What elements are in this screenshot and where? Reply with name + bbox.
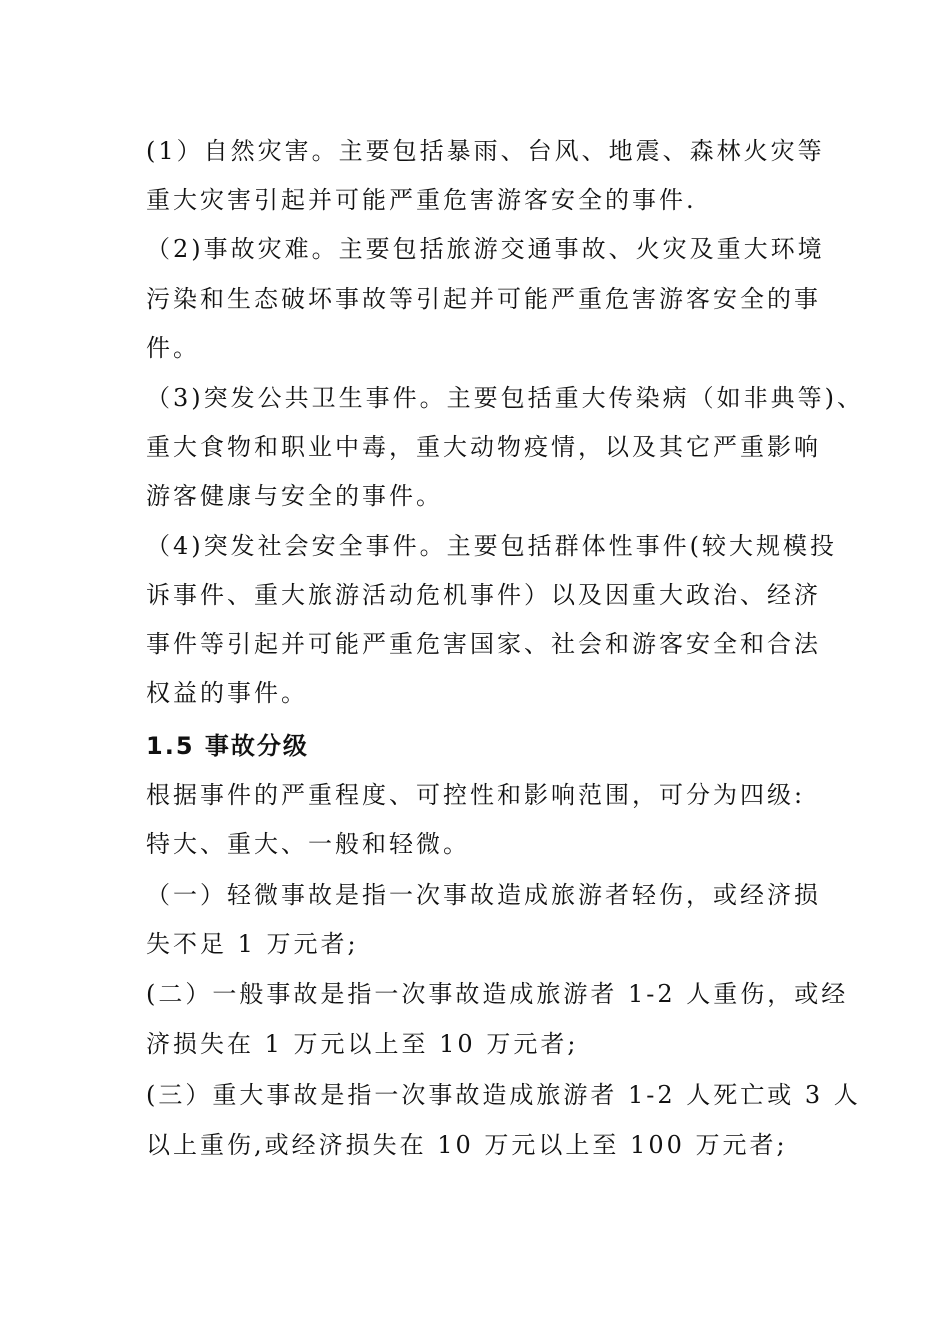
text-line: 重大食物和职业中毒，重大动物疫情，以及其它严重影响 — [146, 433, 821, 461]
text-line: 济损失在 1 万元以上至 10 万元者; — [146, 1030, 579, 1058]
text-line: （一）轻微事故是指一次事故造成旅游者轻伤，或经济损 — [146, 881, 821, 909]
text-line: (三）重大事故是指一次事故造成旅游者 1-2 人死亡或 3 人 — [146, 1081, 861, 1109]
text-line: 件。 — [146, 334, 200, 362]
text-line: 权益的事件。 — [146, 679, 308, 707]
text-line: (二）一般事故是指一次事故造成旅游者 1-2 人重伤，或经 — [146, 980, 849, 1008]
text-line: 根据事件的严重程度、可控性和影响范围，可分为四级: — [146, 781, 806, 809]
text-line: 失不足 1 万元者; — [146, 930, 359, 958]
text-line: （4)突发社会安全事件。主要包括群体性事件(较大规模投 — [146, 532, 837, 560]
section-heading: 1.5 事故分级 — [146, 732, 309, 760]
text-line: （3)突发公共卫生事件。主要包括重大传染病（如非典等)、 — [146, 384, 864, 412]
text-line: 特大、重大、一般和轻微。 — [146, 830, 470, 858]
text-line: 诉事件、重大旅游活动危机事件）以及因重大政治、经济 — [146, 581, 821, 609]
text-line: 重大灾害引起并可能严重危害游客安全的事件. — [146, 186, 697, 214]
text-line: （2)事故灾难。主要包括旅游交通事故、火灾及重大环境 — [146, 235, 825, 263]
text-line: (1）自然灾害。主要包括暴雨、台风、地震、森林火灾等 — [146, 137, 825, 165]
text-line: 以上重伤,或经济损失在 10 万元以上至 100 万元者; — [146, 1131, 788, 1159]
text-line: 游客健康与安全的事件。 — [146, 482, 443, 510]
text-line: 污染和生态破坏事故等引起并可能严重危害游客安全的事 — [146, 285, 821, 313]
text-line: 事件等引起并可能严重危害国家、社会和游客安全和合法 — [146, 630, 821, 658]
